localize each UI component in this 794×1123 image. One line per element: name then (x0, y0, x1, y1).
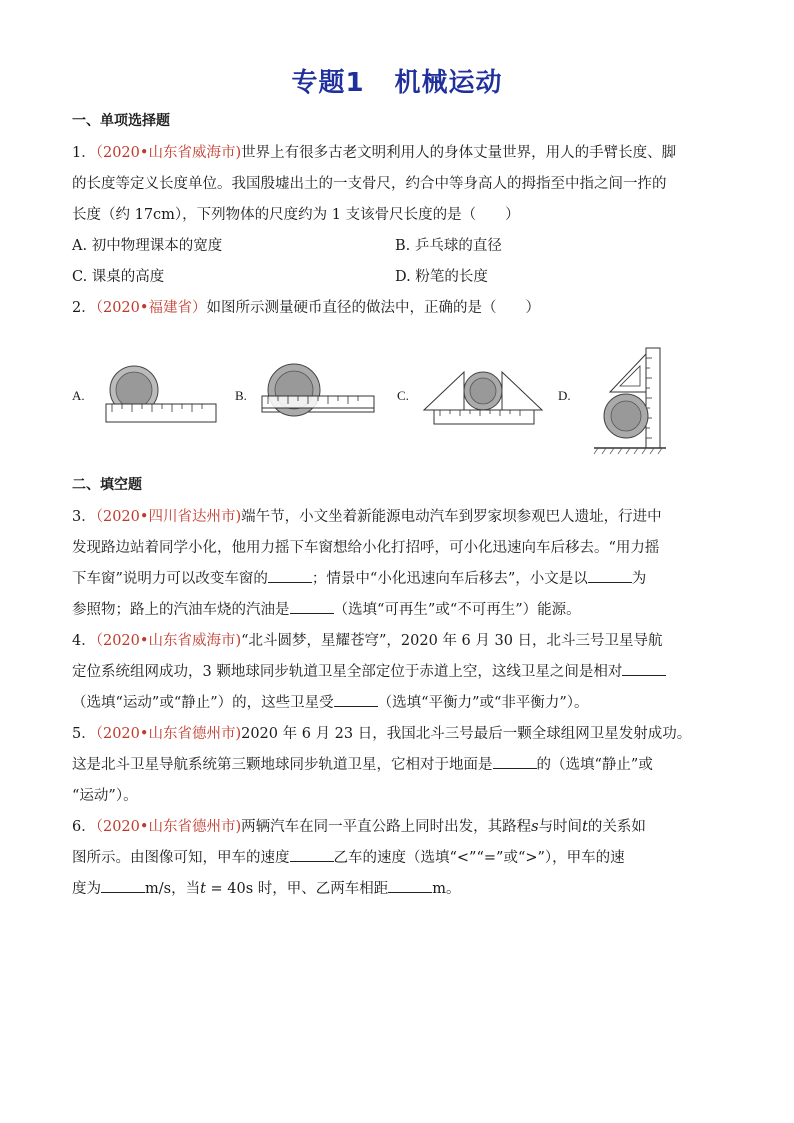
title-sub: 机械运动 (394, 68, 503, 98)
q1-line1: 1．（2020•山东省威海市)世界上有很多古老文明利用人的身体丈量世界，用人的手臂长度、脚 (72, 145, 677, 161)
q2-figure-label-d: D. (558, 388, 571, 403)
coin-triangles-figure-c (420, 358, 545, 430)
q6-line3: 度为 m/s，当t = 40s 时，甲、乙两车相距 m。 (72, 877, 732, 898)
q4-source: （2020•山东省威海市) (95, 633, 242, 649)
q1-option-a: A. 初中物理课本的宽度 (72, 238, 223, 254)
q2-figure-label-c: C. (397, 388, 409, 403)
q4-line3: （选填“运动”或“静止”）的，这些卫星受 （选填“平衡力”或“非平衡力”）。 (72, 691, 732, 712)
answer-blank[interactable] (622, 661, 666, 676)
q1-option-d: D. 粉笔的长度 (395, 269, 488, 285)
q1-line2: 的长度等定义长度单位。我国殷墟出土的一支骨尺，约合中等身高人的拇指至中指之间一拃的 (72, 176, 667, 192)
q1-line3: 长度（约 17cm），下列物体的尺度约为 1 支该骨尺长度的是（ ） (72, 207, 520, 223)
q5-line3: “运动”）。 (72, 788, 138, 804)
q3-line3: 下车窗”说明力可以改变车窗的 ；情景中“小化迅速向车后移去”，小文是以 为 (72, 567, 732, 588)
answer-blank[interactable] (588, 568, 632, 583)
q6-source: （2020•山东省德州市) (95, 819, 242, 835)
q2-line1: 2．（2020•福建省）如图所示测量硬币直径的做法中，正确的是（ ） (72, 300, 540, 316)
coin-ruler-figure-a (100, 360, 220, 430)
q1-option-b: B. 乒乓球的直径 (395, 238, 502, 254)
q3-line2: 发现路边站着同学小化，他用力摇下车窗想给小化打招呼，可小化迅速向车后移去。“用力摇 (72, 540, 660, 556)
answer-blank[interactable] (290, 847, 334, 862)
q2-figure-label-a: A. (72, 388, 85, 403)
q1-source: （2020•山东省威海市) (95, 145, 242, 161)
answer-blank[interactable] (290, 599, 334, 614)
variable-s: s (531, 819, 539, 835)
answer-blank[interactable] (493, 754, 537, 769)
q4-line2: 定位系统组网成功，3 颗地球同步轨道卫星全部定位于赤道上空，这线卫星之间是相对 (72, 660, 732, 681)
section-heading-fill-blank: 二、填空题 (72, 477, 142, 493)
q5-line2: 这是北斗卫星导航系统第三颗地球同步轨道卫星，它相对于地面是 的（选填“静止”或 (72, 753, 732, 774)
q2-figure-label-b: B. (235, 388, 247, 403)
answer-blank[interactable] (334, 692, 378, 707)
q6-line2: 图所示。由图像可知，甲车的速度 乙车的速度（选填“<”“=”或“>”），甲车的速 (72, 846, 732, 867)
q4-line1: 4．（2020•山东省威海市)“北斗圆梦，星耀苍穹”，2020 年 6 月 30 日，北斗三号卫星导航 (72, 633, 663, 649)
q5-source: （2020•山东省德州市) (95, 726, 242, 742)
answer-blank[interactable] (388, 878, 432, 893)
q5-line1: 5．（2020•山东省德州市)2020 年 6 月 23 日，我国北斗三号最后一颗全球组网卫星发射成功。 (72, 726, 692, 742)
q6-line1: 6．（2020•山东省德州市)两辆汽车在同一平直公路上同时出发，其路程s与时间t的关系如 (72, 819, 646, 835)
variable-t: t (200, 881, 206, 897)
answer-blank[interactable] (268, 568, 312, 583)
coin-ruler-figure-b (258, 360, 378, 430)
q1-option-c: C. 课桌的高度 (72, 269, 165, 285)
variable-t: t (582, 819, 588, 835)
q3-line4: 参照物；路上的汽油车烧的汽油是 （选填“可再生”或“不可再生”）能源。 (72, 598, 732, 619)
title-main: 专题1 (291, 68, 365, 98)
q3-line1: 3．（2020•四川省达州市)端午节，小文坐着新能源电动汽车到罗家坝参观巴人遗址，行进中 (72, 509, 662, 525)
coin-vertical-ruler-figure-d (590, 342, 670, 462)
q3-source: （2020•四川省达州市) (95, 509, 242, 525)
answer-blank[interactable] (101, 878, 145, 893)
page-title (0, 62, 794, 99)
section-heading-single-choice: 一、单项选择题 (72, 113, 170, 129)
q2-source: （2020•福建省） (95, 300, 207, 316)
